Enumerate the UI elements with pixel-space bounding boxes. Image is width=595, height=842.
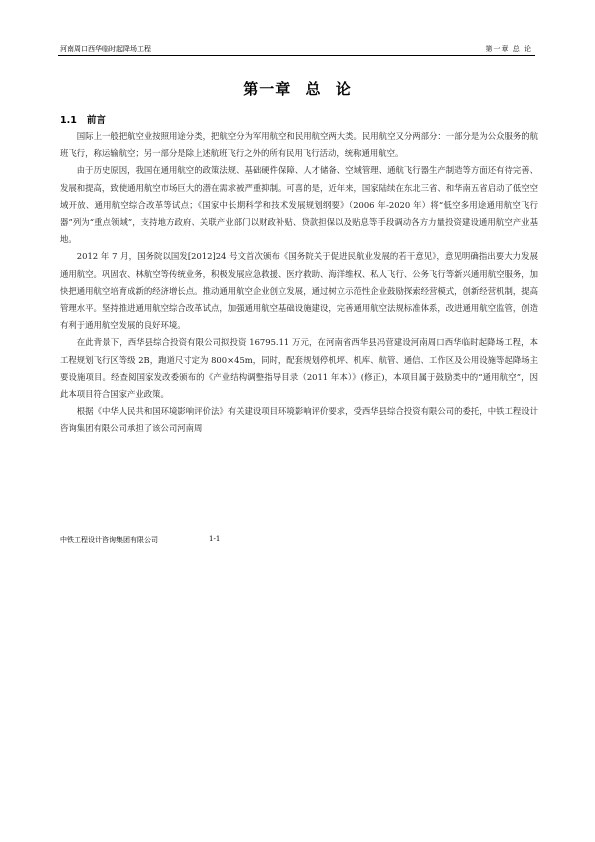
section-number: 1.1 bbox=[60, 115, 77, 126]
section-title: 前言 bbox=[86, 115, 106, 126]
paragraph: 根据《中华人民共和国环境影响评价法》有关建设项目环境影响评价要求，受西华县综合投资有限公司的委托，中铁工程设计咨询集团有限公司承担了该公司河南周 bbox=[60, 406, 538, 434]
paragraph: 2012 年 7 月，国务院以国发[2012]24 号文首次颁布《国务院关于促进民航业发展的若干意见》，意见明确指出要大力发展通用航空。巩固农、林航空等传统业务，积极发展应急救援、医疗救助、海洋维权、私人飞行、公务飞行等新兴通用航空服务，加快把通用航空培育成新的经济增长点。推动通用航空企业创立发展，通过树立示范性企业鼓励探索经营模式，创新经营机制，提高管理水平。坚持推进通用航空综合改革试点，加强通用航空基础设施建设，完善通用航空法规标准体系，改进通用航空监管，创造有利于通用航空发展的良好环境。 bbox=[60, 251, 538, 331]
header-rule bbox=[58, 55, 535, 56]
chapter-title: 第一章 总 论 bbox=[243, 80, 352, 98]
section-heading bbox=[60, 112, 106, 126]
paragraph: 由于历史原因，我国在通用航空的政策法规、基础硬件保障、人才储备、空域管理、通航飞行器生产制造等方面还有待完善、发展和提高，致使通用航空市场巨大的潜在需求被严重抑制。可喜的是，近年来，国家陆续在东北三省、和华南五省启动了低空空域开放、通用航空综合改革等试点；《国家中长期科学和技术发展规划纲要》（2006 年-2020 年）将“低空多用途通用航空飞行器”列为“重点领域”，支持地方政府、关联产业部门以财政补贴、贷款担保以及贴息等手段调动各方力量投资建设通用航空产业基地。 bbox=[60, 165, 538, 245]
body-text bbox=[60, 128, 538, 438]
running-header-chapter: 第一章 总 论 bbox=[485, 45, 532, 53]
page-number: 1-1 bbox=[209, 535, 221, 543]
running-header-title: 河南周口西华临时起降场工程 bbox=[60, 45, 151, 53]
paragraph: 国际上一般把航空业按照用途分类，把航空分为军用航空和民用航空两大类。民用航空又分两部分：一部分是为公众服务的航班飞行，称运输航空；另一部分是除上述航班飞行之外的所有民用飞行活动，统称通用航空。 bbox=[60, 131, 538, 159]
footer-company: 中铁工程设计咨询集团有限公司 bbox=[60, 536, 158, 544]
paragraph: 在此背景下，西华县综合投资有限公司拟投资 16795.11 万元，在河南省西华县冯营建设河南周口西华临时起降场工程，本工程规划飞行区等级 2B，跑道尺寸定为 800×45m，同时，配套规划停机坪、机库、航管、通信、工作区及公用设施等起降场主要设施项目。经查阅国家发改委颁布的《产业结构调整指导目录（2011 年本）》(修正)，本项目属于鼓励类中的“通用航空”，因此本项目符合国家产业政策。 bbox=[60, 337, 538, 400]
